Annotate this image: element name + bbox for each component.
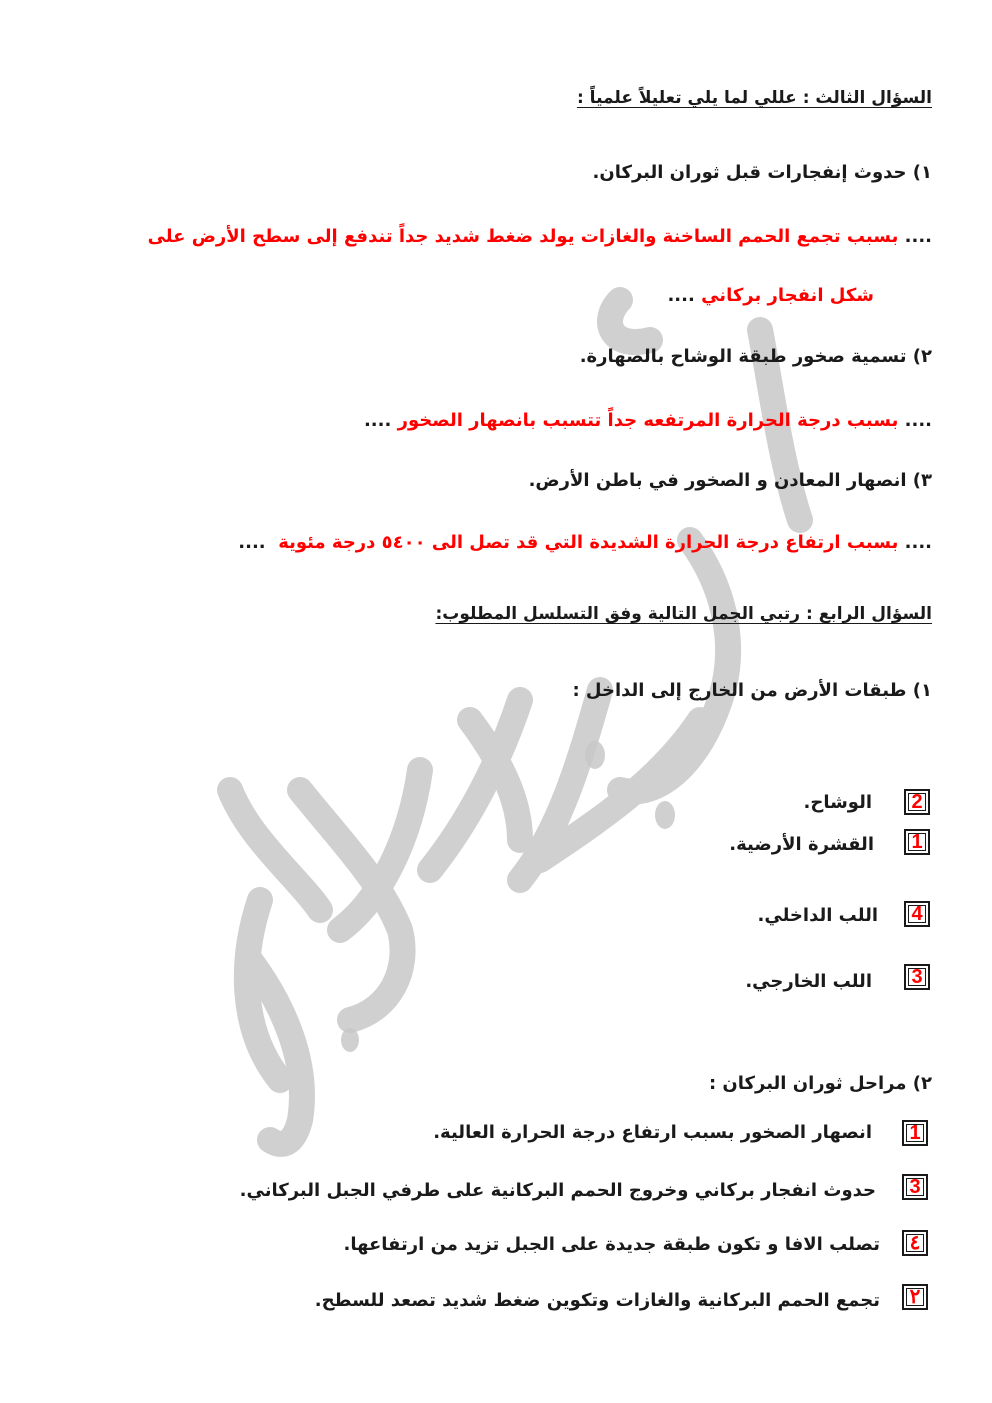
- q3-item-1-question: ١) حدوث إنفجارات قبل ثوران البركان.: [592, 162, 932, 183]
- question-3-title: السؤال الثالث : عللي لما يلي تعليلاً علمياً :: [576, 88, 932, 108]
- order-box: 1: [904, 829, 930, 855]
- eruption-step-explosion: حدوث انفجار بركاني وخروج الحمم البركانية على طرفي الجبل البركاني.: [239, 1180, 876, 1201]
- q3-item-1-answer-line-1: [148, 226, 932, 247]
- eruption-step-solidify: تصلب الافا و تكون طبقة جديدة على الجبل تزيد من ارتفاعها.: [343, 1234, 880, 1255]
- layer-item-outer-core: اللب الخارجي.: [745, 971, 872, 992]
- q4-part-1-heading: ١) طبقات الأرض من الخارج إلى الداخل :: [572, 680, 932, 701]
- q3-item-2-question: ٢) تسمية صخور طبقة الوشاح بالصهارة.: [579, 346, 932, 367]
- answer-text: بسبب ارتفاع درجة الحرارة الشديدة التي قد تصل الى ٥٤٠٠ درجة مئوية: [278, 532, 899, 553]
- order-box: 2: [904, 789, 930, 815]
- order-box: 4: [904, 901, 930, 927]
- answer-text: بسبب درجة الحرارة المرتفعه جداً تتسبب بانصهار الصخور: [397, 410, 899, 431]
- q3-item-3-question: ٣) انصهار المعادن و الصخور في باطن الأرض.: [528, 470, 932, 491]
- order-box: 1: [902, 1120, 928, 1146]
- eruption-step-accumulation: تجمع الحمم البركانية والغازات وتكوين ضغط شديد تصعد للسطح.: [314, 1290, 880, 1311]
- answer-dots: ....: [904, 410, 932, 431]
- order-box: ٢: [902, 1284, 928, 1310]
- answer-dots: ....: [904, 226, 932, 247]
- order-box: 3: [902, 1174, 928, 1200]
- layer-item-crust: القشرة الأرضية.: [729, 834, 874, 855]
- answer-dots: ....: [238, 532, 266, 553]
- q3-item-2-answer: [364, 410, 932, 431]
- answer-text: بسبب تجمع الحمم الساخنة والغازات يولد ضغط شديد جداً تندفع إلى سطح الأرض على: [147, 226, 899, 247]
- answer-dots: ....: [904, 532, 932, 553]
- eruption-step-melting: انصهار الصخور بسبب ارتفاع درجة الحرارة العالية.: [433, 1122, 872, 1143]
- layer-item-mantle: الوشاح.: [803, 792, 872, 813]
- order-box: 3: [904, 964, 930, 990]
- answer-text: شكل انفجار بركاني: [701, 285, 874, 306]
- q3-item-3-answer: [238, 532, 932, 553]
- q4-part-2-heading: ٢) مراحل ثوران البركان :: [708, 1073, 932, 1094]
- question-4-title: السؤال الرابع : رتبي الجمل التالية وفق التسلسل المطلوب:: [435, 604, 932, 624]
- order-box: ٤: [902, 1230, 928, 1256]
- layer-item-inner-core: اللب الداخلي.: [757, 905, 878, 926]
- q3-item-1-answer-line-2: [667, 285, 874, 306]
- answer-dots: ....: [363, 410, 392, 431]
- answer-dots: ....: [667, 285, 695, 306]
